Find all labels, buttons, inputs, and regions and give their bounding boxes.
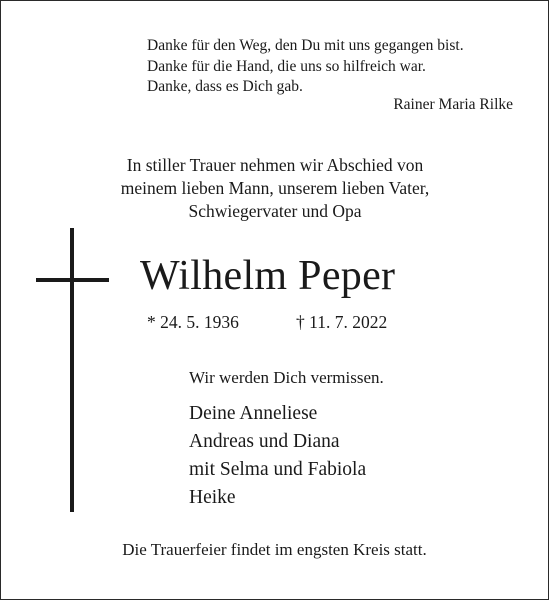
family-member: mit Selma und Fabiola bbox=[189, 459, 367, 480]
family-signatures bbox=[189, 400, 366, 512]
family-member: Deine Anneliese bbox=[189, 403, 318, 424]
birth-date: * 24. 5. 1936 bbox=[147, 312, 239, 332]
deceased-name: Wilhelm Peper bbox=[140, 253, 396, 299]
intro-line: meinem lieben Mann, unserem lieben Vater, bbox=[120, 178, 430, 198]
family-member: Andreas und Diana bbox=[189, 431, 340, 452]
family-member: Heike bbox=[189, 487, 236, 508]
poem-line: Danke für den Weg, den Du mit uns gegangen bist. bbox=[147, 37, 464, 54]
farewell-message: Wir werden Dich vermissen. bbox=[189, 368, 384, 387]
death-date: † 11. 7. 2022 bbox=[296, 312, 388, 332]
intro-line: Schwiegervater und Opa bbox=[188, 201, 362, 221]
poem-line: Danke, dass es Dich gab. bbox=[147, 78, 303, 95]
funeral-note: Die Trauerfeier findet im engsten Kreis statt. bbox=[122, 540, 427, 559]
poem-line: Danke für die Hand, die uns so hilfreich war. bbox=[147, 57, 426, 75]
poem-author: Rainer Maria Rilke bbox=[393, 96, 513, 113]
intro-line: In stiller Trauer nehmen wir Abschied von bbox=[126, 155, 424, 175]
